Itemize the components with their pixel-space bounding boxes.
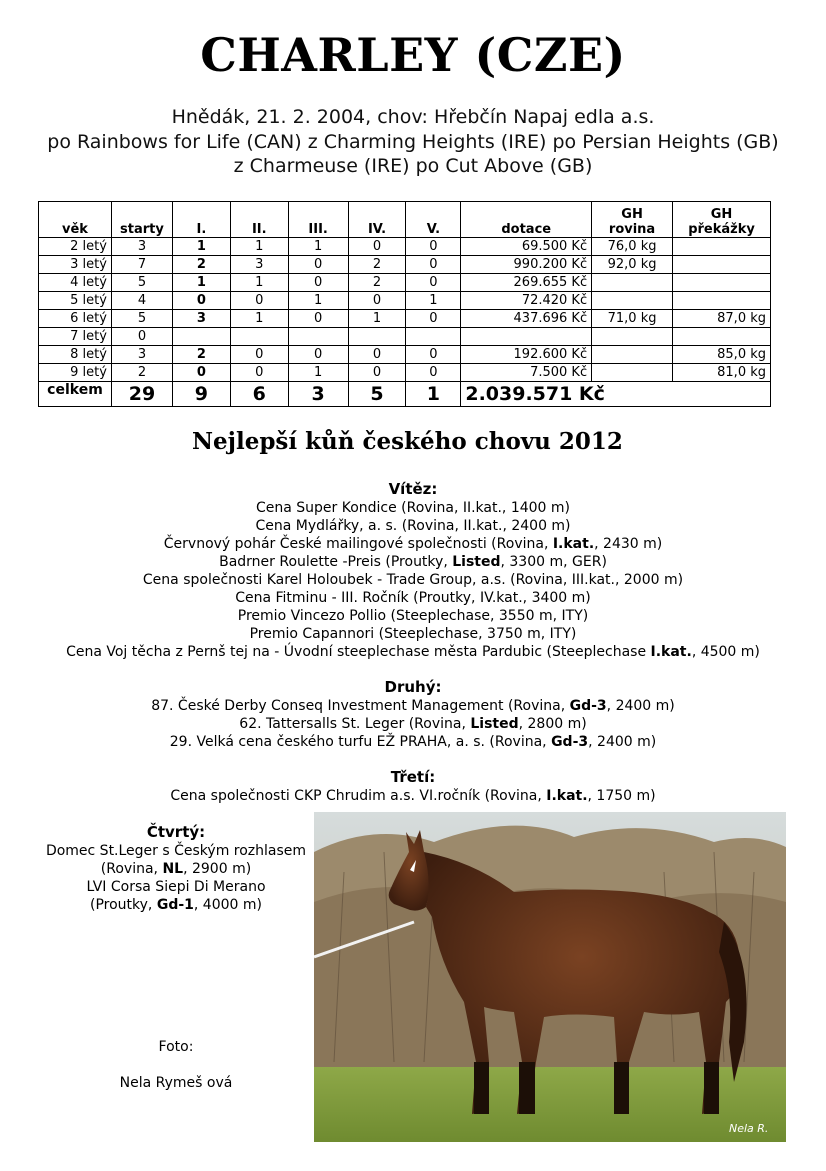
col-header-age: věk xyxy=(39,202,112,238)
table-cell-iii: 0 xyxy=(288,274,348,292)
table-cell-iv: 0 xyxy=(348,364,406,382)
photo-signature: Nela R. xyxy=(729,1122,769,1135)
table-cell-gh-rovina xyxy=(592,274,673,292)
table-cell-i: 0 xyxy=(172,364,230,382)
table-row xyxy=(39,310,771,328)
total-cell-ii: 6 xyxy=(230,382,288,407)
race-grade: Gd-1 xyxy=(156,897,194,913)
table-cell-iii: 1 xyxy=(288,364,348,382)
table-cell-v: 0 xyxy=(406,346,461,364)
table-row xyxy=(39,238,771,256)
table-cell-gh-prekazky: 81,0 kg xyxy=(673,364,771,382)
table-cell-ii: 0 xyxy=(230,346,288,364)
total-cell-iii: 3 xyxy=(288,382,348,407)
table-cell-ii: 1 xyxy=(230,274,288,292)
pedigree-line-1: po Rainbows for Life (CAN) z Charming Heights (IRE) po Persian Heights (GB) xyxy=(47,131,779,153)
table-cell-vek: 6 letý xyxy=(39,310,112,328)
photo-credit-name: Nela Rymeš ová xyxy=(119,1075,233,1091)
winner-section xyxy=(0,479,826,661)
table-cell-ii xyxy=(230,328,288,346)
col-header-prize-money: dotace xyxy=(461,202,592,238)
col-header-third: III. xyxy=(288,202,348,238)
result-line xyxy=(40,860,312,878)
race-grade: Listed xyxy=(470,716,519,732)
col-header-second: II. xyxy=(230,202,288,238)
result-line: Cena Fitminu - III. Ročník (Proutky, IV.kat., 3400 m) xyxy=(235,590,591,606)
table-cell-i: 1 xyxy=(172,238,230,256)
table-cell-iv: 0 xyxy=(348,346,406,364)
race-grade: NL xyxy=(162,861,184,877)
col-header-starts: starty xyxy=(111,202,172,238)
fourth-section xyxy=(40,822,312,914)
table-cell-gh-rovina xyxy=(592,328,673,346)
result-text: , 2430 m) xyxy=(594,536,663,552)
table-cell-starty: 7 xyxy=(111,256,172,274)
total-cell-i: 9 xyxy=(172,382,230,407)
total-cell-dotace: 2.039.571 Kč xyxy=(461,382,771,407)
winner-heading: Vítěz: xyxy=(388,480,438,498)
table-cell-dotace: 72.420 Kč xyxy=(461,292,592,310)
race-grade: Listed xyxy=(452,554,501,570)
table-row xyxy=(39,274,771,292)
table-cell-v: 0 xyxy=(406,238,461,256)
race-grade: Gd-3 xyxy=(569,698,607,714)
table-row xyxy=(39,292,771,310)
table-cell-v xyxy=(406,328,461,346)
table-header-row xyxy=(39,202,771,238)
third-section xyxy=(0,767,826,805)
result-line xyxy=(0,535,826,553)
table-row xyxy=(39,346,771,364)
table-cell-vek: 3 letý xyxy=(39,256,112,274)
result-line xyxy=(0,553,826,571)
table-cell-gh-rovina xyxy=(592,346,673,364)
table-cell-iv: 2 xyxy=(348,256,406,274)
horse-illustration xyxy=(314,812,786,1142)
result-line: LVI Corsa Siepi Di Merano xyxy=(86,879,266,895)
table-cell-iii xyxy=(288,328,348,346)
result-text: Cena společnosti CKP Chrudim a.s. VI.ročník (Rovina, xyxy=(170,788,547,804)
table-cell-iv: 1 xyxy=(348,310,406,328)
page-title: CHARLEY (CZE) xyxy=(200,28,626,82)
result-text: , 2900 m) xyxy=(183,861,252,877)
table-cell-v: 1 xyxy=(406,292,461,310)
result-text: , 2800 m) xyxy=(518,716,587,732)
table-cell-iii: 0 xyxy=(288,310,348,328)
table-cell-gh-rovina xyxy=(592,292,673,310)
table-cell-gh-prekazky xyxy=(673,292,771,310)
table-cell-vek: 5 letý xyxy=(39,292,112,310)
table-cell-dotace: 192.600 Kč xyxy=(461,346,592,364)
col-header-fifth: V. xyxy=(406,202,461,238)
result-line xyxy=(0,715,826,733)
table-cell-i: 2 xyxy=(172,256,230,274)
total-cell-v: 1 xyxy=(406,382,461,407)
fourth-heading: Čtvrtý: xyxy=(146,823,206,841)
table-cell-gh-prekazky xyxy=(673,274,771,292)
table-cell-i: 3 xyxy=(172,310,230,328)
result-line: Cena Super Kondice (Rovina, II.kat., 1400 m) xyxy=(255,500,571,516)
col-header-fourth: IV. xyxy=(348,202,406,238)
table-cell-i xyxy=(172,328,230,346)
result-line: Cena společnosti Karel Holoubek - Trade Group, a.s. (Rovina, III.kat., 2000 m) xyxy=(142,572,684,588)
race-grade: I.kat. xyxy=(546,788,588,804)
col-header-first: I. xyxy=(172,202,230,238)
table-cell-iii: 1 xyxy=(288,292,348,310)
table-cell-dotace: 69.500 Kč xyxy=(461,238,592,256)
result-line: Premio Vincezo Pollio (Steeplechase, 3550 m, ITY) xyxy=(237,608,589,624)
result-line: Premio Capannori (Steeplechase, 3750 m, ITY) xyxy=(249,626,577,642)
result-line: Domec St.Leger s Českým rozhlasem xyxy=(45,843,307,859)
col-header-gh-jumps: GH překážky xyxy=(673,202,771,238)
table-cell-dotace: 437.696 Kč xyxy=(461,310,592,328)
result-text: , 2400 m) xyxy=(588,734,657,750)
table-cell-iv xyxy=(348,328,406,346)
table-cell-ii: 0 xyxy=(230,364,288,382)
result-line xyxy=(40,896,312,914)
table-cell-gh-rovina: 71,0 kg xyxy=(592,310,673,328)
table-cell-gh-rovina xyxy=(592,364,673,382)
table-cell-vek: 2 letý xyxy=(39,238,112,256)
pedigree-line-2: z Charmeuse (IRE) po Cut Above (GB) xyxy=(233,155,593,177)
result-text: , 4500 m) xyxy=(691,644,760,660)
result-text: , 1750 m) xyxy=(587,788,656,804)
result-line: Cena Mydlářky, a. s. (Rovina, II.kat., 2400 m) xyxy=(255,518,571,534)
result-text: (Proutky, xyxy=(90,897,157,913)
table-cell-starty: 5 xyxy=(111,310,172,328)
table-cell-gh-rovina: 92,0 kg xyxy=(592,256,673,274)
result-text: (Rovina, xyxy=(100,861,163,877)
result-text: Cena Voj těcha z Pernš tej na - Úvodní steeplechase města Pardubic (Steeplechase xyxy=(66,644,651,660)
table-cell-dotace: 269.655 Kč xyxy=(461,274,592,292)
table-cell-starty: 2 xyxy=(111,364,172,382)
race-stats-table xyxy=(38,201,771,407)
table-cell-v: 0 xyxy=(406,310,461,328)
table-cell-vek: 8 letý xyxy=(39,346,112,364)
table-cell-gh-prekazky xyxy=(673,328,771,346)
result-line xyxy=(0,733,826,751)
table-cell-gh-prekazky xyxy=(673,256,771,274)
table-cell-gh-prekazky: 85,0 kg xyxy=(673,346,771,364)
table-row xyxy=(39,364,771,382)
table-cell-v: 0 xyxy=(406,256,461,274)
total-cell-starty: 29 xyxy=(111,382,172,407)
table-cell-i: 1 xyxy=(172,274,230,292)
table-cell-vek: 7 letý xyxy=(39,328,112,346)
second-section xyxy=(0,677,826,751)
race-grade: I.kat. xyxy=(650,644,692,660)
table-row xyxy=(39,328,771,346)
table-cell-i: 2 xyxy=(172,346,230,364)
total-cell-label: celkem xyxy=(39,382,112,407)
race-grade: I.kat. xyxy=(552,536,595,552)
table-total-row xyxy=(39,382,771,407)
table-cell-v: 0 xyxy=(406,274,461,292)
result-line xyxy=(0,787,826,805)
table-cell-ii: 1 xyxy=(230,310,288,328)
table-cell-starty: 4 xyxy=(111,292,172,310)
table-cell-dotace: 7.500 Kč xyxy=(461,364,592,382)
table-cell-ii: 0 xyxy=(230,292,288,310)
table-cell-ii: 3 xyxy=(230,256,288,274)
photo-credit xyxy=(40,1038,312,1092)
result-text: , 3300 m, GER) xyxy=(500,554,607,570)
result-text: 87. České Derby Conseq Investment Management (Rovina, xyxy=(151,698,570,714)
result-text: 29. Velká cena českého turfu EŽ PRAHA, a. s. (Rovina, xyxy=(169,734,552,750)
col-header-gh-flat: GH rovina xyxy=(592,202,673,238)
table-cell-gh-prekazky xyxy=(673,238,771,256)
result-text: 62. Tattersalls St. Leger (Rovina, xyxy=(239,716,471,732)
table-cell-gh-rovina: 76,0 kg xyxy=(592,238,673,256)
table-cell-starty: 0 xyxy=(111,328,172,346)
result-line xyxy=(0,643,826,661)
table-cell-gh-prekazky: 87,0 kg xyxy=(673,310,771,328)
result-text: Červnový pohár České mailingové společnosti (Rovina, xyxy=(163,536,553,552)
table-cell-iv: 0 xyxy=(348,238,406,256)
result-text: Badrner Roulette -Preis (Proutky, xyxy=(219,554,453,570)
table-cell-iii: 0 xyxy=(288,346,348,364)
photo-credit-label: Foto: xyxy=(158,1039,194,1055)
third-heading: Třetí: xyxy=(390,768,436,786)
table-cell-iii: 1 xyxy=(288,238,348,256)
table-cell-dotace xyxy=(461,328,592,346)
table-cell-iv: 2 xyxy=(348,274,406,292)
table-cell-iii: 0 xyxy=(288,256,348,274)
horse-details: Hnědák, 21. 2. 2004, chov: Hřebčín Napaj edla a.s. xyxy=(171,106,655,128)
result-text: , 2400 m) xyxy=(606,698,675,714)
award-heading: Nejlepší kůň českého chovu 2012 xyxy=(192,428,623,455)
result-text: , 4000 m) xyxy=(193,897,262,913)
table-cell-i: 0 xyxy=(172,292,230,310)
result-line xyxy=(0,697,826,715)
table-cell-starty: 5 xyxy=(111,274,172,292)
table-cell-v: 0 xyxy=(406,364,461,382)
table-cell-dotace: 990.200 Kč xyxy=(461,256,592,274)
total-cell-iv: 5 xyxy=(348,382,406,407)
table-cell-starty: 3 xyxy=(111,346,172,364)
second-heading: Druhý: xyxy=(384,678,442,696)
table-cell-vek: 4 letý xyxy=(39,274,112,292)
race-grade: Gd-3 xyxy=(551,734,589,750)
table-cell-ii: 1 xyxy=(230,238,288,256)
table-cell-vek: 9 letý xyxy=(39,364,112,382)
table-row xyxy=(39,256,771,274)
table-cell-iv: 0 xyxy=(348,292,406,310)
table-cell-starty: 3 xyxy=(111,238,172,256)
horse-photo xyxy=(314,812,786,1142)
